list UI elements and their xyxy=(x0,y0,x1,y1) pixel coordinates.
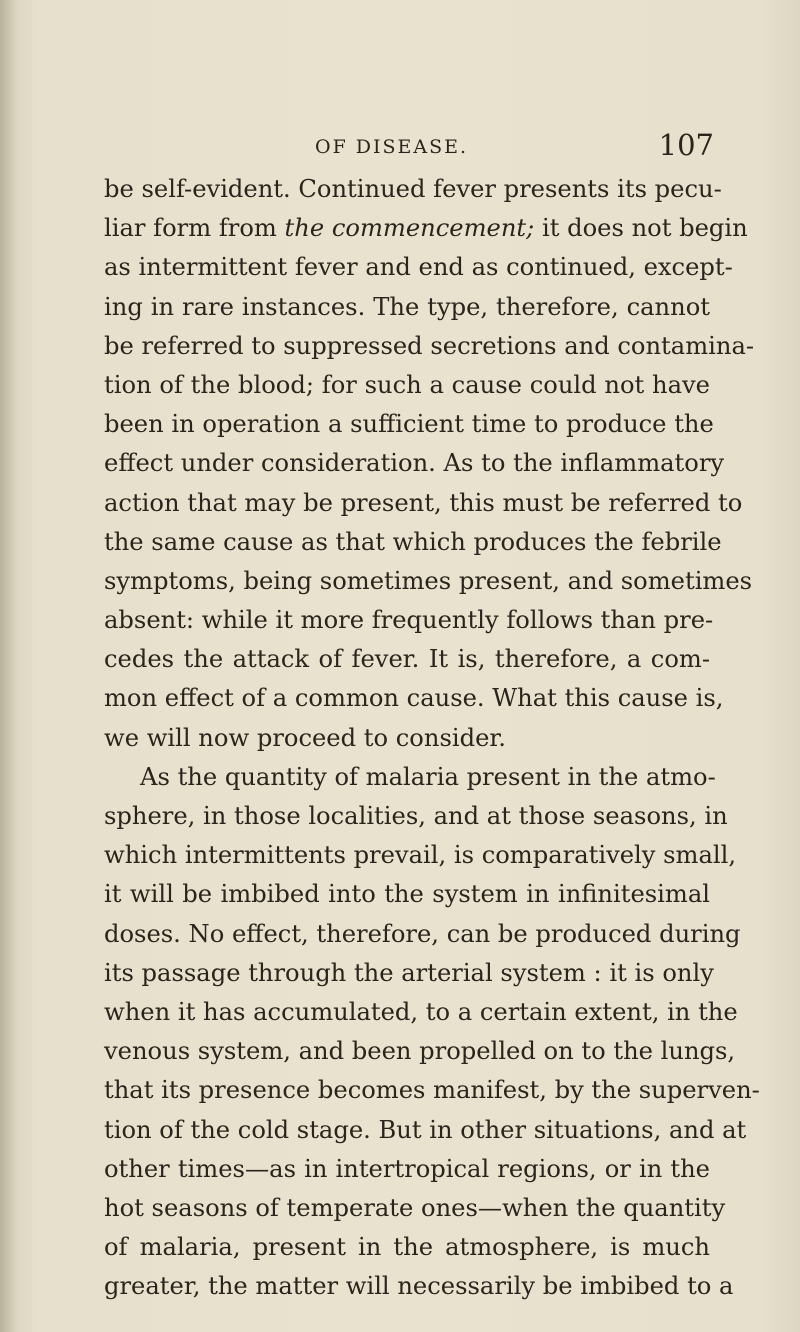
text-line: be referred to suppressed secretions and contamina- xyxy=(104,331,755,360)
text-line: of malaria, present in the atmosphere, is much xyxy=(104,1233,710,1262)
text-line: tion of the cold stage. But in other situations, and at xyxy=(104,1115,747,1144)
text-line xyxy=(104,209,748,248)
text-line: the same cause as that which produces the febrile xyxy=(104,527,722,556)
page-gutter-shadow xyxy=(0,0,18,1332)
text-segment: it does not begin xyxy=(534,214,748,243)
body-text xyxy=(104,170,760,1306)
running-head: OF DISEASE. xyxy=(315,136,469,158)
text-line: other times—as in intertropical regions, or in the xyxy=(104,1154,710,1183)
text-line: tion of the blood; for such a cause could not have xyxy=(104,370,710,399)
text-line: hot seasons of temperate ones—when the quantity xyxy=(104,1193,726,1222)
text-line: absent: while it more frequently follows than pre- xyxy=(104,606,714,635)
text-line: that its presence becomes manifest, by the superven- xyxy=(104,1076,760,1105)
text-line: effect under consideration. As to the inflammatory xyxy=(104,449,725,478)
text-line: doses. No effect, therefore, can be produced during xyxy=(104,919,741,948)
page-header xyxy=(100,128,720,168)
text-line: be self-evident. Continued fever presents its pecu- xyxy=(104,175,722,203)
text-line: venous system, and been propelled on to the lungs, xyxy=(104,1037,736,1066)
text-line: action that may be present, this must be referred to xyxy=(104,488,743,517)
text-line: when it has accumulated, to a certain extent, in the xyxy=(104,997,738,1026)
text-line: which intermittents prevail, is comparatively small, xyxy=(104,841,737,870)
text-line: symptoms, being sometimes present, and sometimes xyxy=(104,566,753,595)
text-line: ing in rare instances. The type, therefore, cannot xyxy=(104,292,710,321)
paragraph-2 xyxy=(104,758,760,1307)
text-line: it will be imbibed into the system in infinitesimal xyxy=(104,880,710,909)
italic-emphasis: the commencement; xyxy=(284,214,535,243)
text-line: As the quantity of malaria present in the atmo- xyxy=(140,762,716,791)
text-line: cedes the attack of fever. It is, therefore, a com- xyxy=(104,645,710,674)
page-number: 107 xyxy=(658,128,714,162)
text-line: its passage through the arterial system : it is only xyxy=(104,958,714,987)
text-line: as intermittent fever and end as continued, except- xyxy=(104,253,733,282)
text-line: sphere, in those localities, and at those seasons, in xyxy=(104,802,728,830)
paragraph-1 xyxy=(104,170,755,758)
text-line: been in operation a sufficient time to produce the xyxy=(104,410,714,439)
text-line: greater, the matter will necessarily be imbibed to a xyxy=(104,1272,734,1301)
text-segment: liar form from xyxy=(104,214,285,243)
text-line: mon effect of a common cause. What this cause is, xyxy=(104,684,724,713)
text-line: we will now proceed to consider. xyxy=(104,723,506,752)
